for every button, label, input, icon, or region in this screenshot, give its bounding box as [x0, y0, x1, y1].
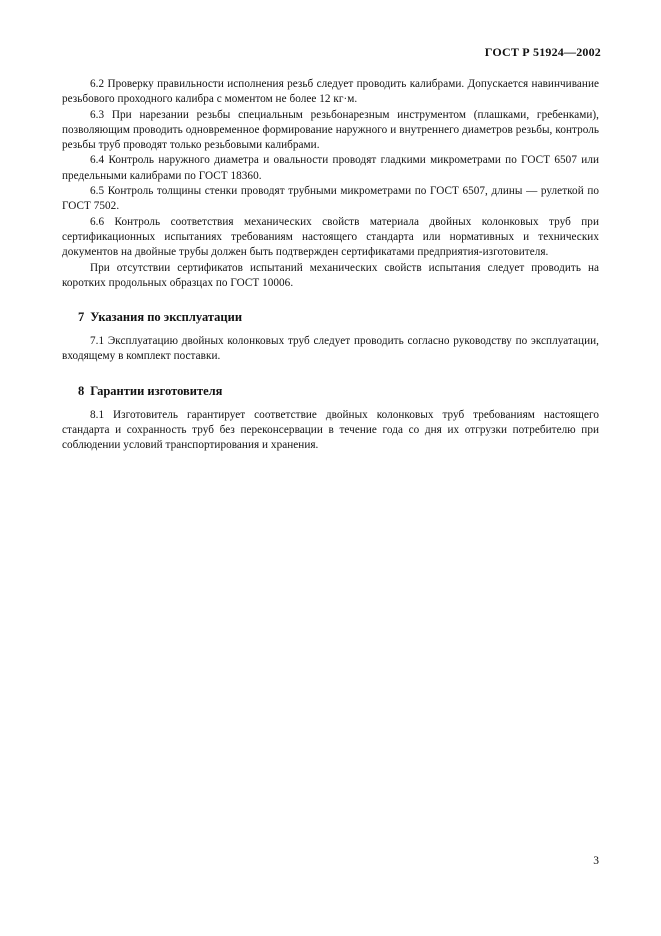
- paragraph-8-1: 8.1 Изготовитель гарантирует соответствие двойных колонковых труб требованиям настоящего стандарта и сохранность труб без переконсервации в течение года со дня их отгрузки потребителю при соблюдении условий транспортирования и хранения.: [62, 408, 599, 452]
- section-8-title: Гарантии изготовителя: [90, 383, 223, 398]
- section-8-number: 8: [78, 383, 85, 398]
- section-7-title: Указания по эксплуатации: [90, 310, 243, 325]
- paragraph-6-6-note: При отсутствии сертификатов испытаний механических свойств испытания следует проводить на коротких продольных образцах по ГОСТ 10006.: [62, 261, 599, 289]
- document-header: ГОСТ Р 51924—2002: [484, 45, 601, 59]
- page-number: 3: [593, 855, 599, 867]
- paragraph-7-1: 7.1 Эксплуатацию двойных колонковых труб следует проводить согласно руководству по эксплуатации, входящему в комплект поставки.: [62, 335, 599, 363]
- document-body: [62, 77, 599, 454]
- section-8-heading: [62, 384, 599, 399]
- paragraph-6-3: 6.3 При нарезании резьбы специальным резьбонарезным инструментом (плашками, гребенками), позволяющим проводить одновременное формирование наружного и внутреннего диаметров резьбы, контроль резьбы труб проводят только резьбовыми калибрами.: [62, 108, 599, 152]
- section-7-number: 7: [78, 310, 85, 325]
- paragraph-6-4: 6.4 Контроль наружного диаметра и овальности проводят гладкими микрометрами по ГОСТ 6507 или предельными калибрами по ГОСТ 18360.: [62, 154, 599, 182]
- section-7-heading: [62, 310, 599, 325]
- paragraph-6-6: 6.6 Контроль соответствия механических свойств материала двойных колонковых труб при сертификационных испытаниях требованиям настоящего стандарта или нормативных и технических документов на двойные трубы должен быть подтвержден сертификатами предприятия-изготовителя.: [62, 215, 599, 259]
- paragraph-6-5: 6.5 Контроль толщины стенки проводят трубными микрометрами по ГОСТ 6507, длины — рулеткой по ГОСТ 7502.: [62, 185, 599, 213]
- paragraph-6-2: 6.2 Проверку правильности исполнения резьб следует проводить калибрами. Допускается навинчивание резьбового проходного калибра с моментом не более 12 кг·м.: [62, 78, 599, 106]
